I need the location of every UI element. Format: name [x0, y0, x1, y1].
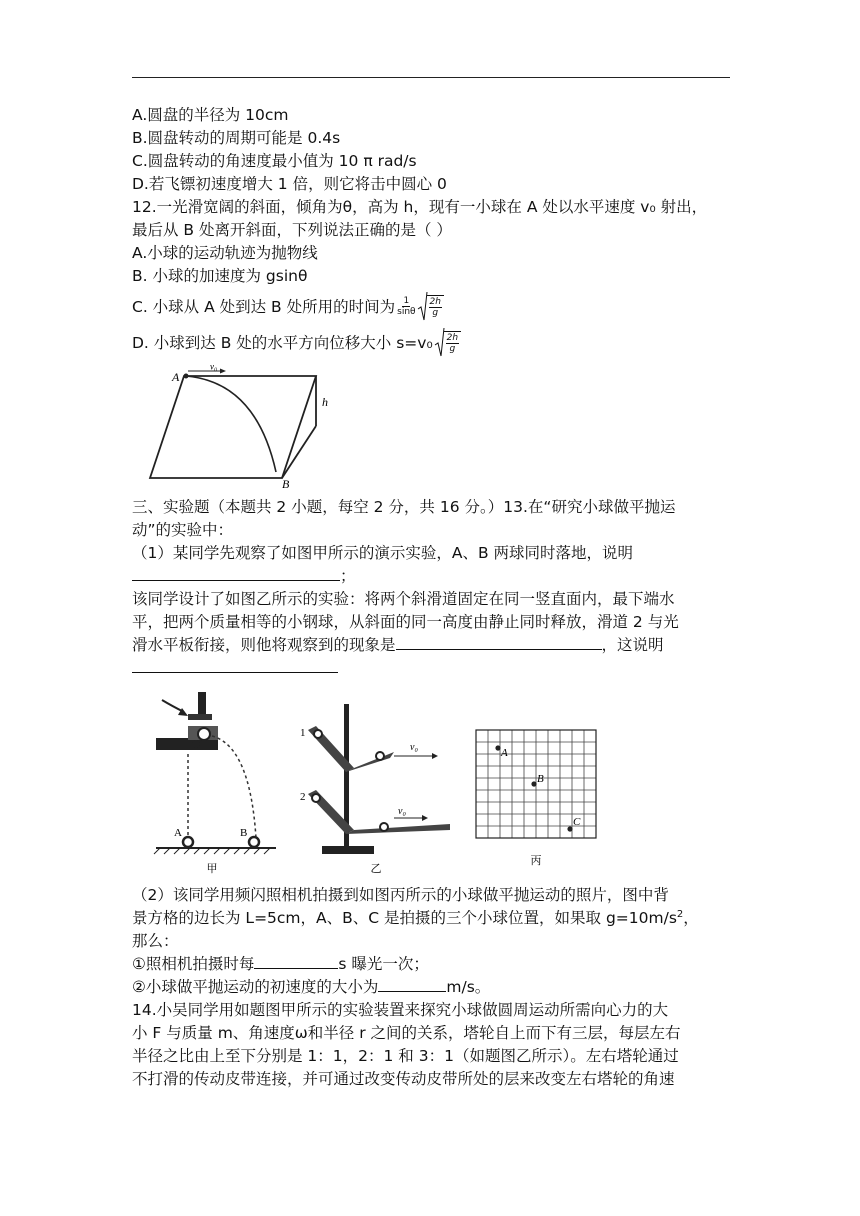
answer-blank-3[interactable] [132, 658, 338, 673]
q13-item-2-a: ②小球做平抛运动的初速度的大小为 [132, 978, 379, 996]
q13-part2-line3: 那么： [132, 932, 179, 950]
q12-option-b: B. 小球的加速度为 gsinθ [132, 267, 308, 285]
answer-blank-1[interactable] [132, 566, 340, 581]
point-a [495, 745, 500, 750]
q13-item-1-b: s 曝光一次； [338, 955, 429, 973]
q12-option-a: A.小球的运动轨迹为抛物线 [132, 244, 318, 262]
track-2-v0-label: v₀ [398, 806, 406, 817]
hammer [198, 692, 206, 714]
q12-d-sqrt [435, 327, 461, 357]
point-b [531, 781, 536, 786]
q13-part1-line2 [132, 565, 732, 588]
q13-part2-line2 [132, 907, 732, 930]
label-v0: v₀ [210, 361, 218, 372]
label-h: h [322, 395, 328, 409]
ball-b-start [198, 728, 210, 740]
jia-label-a: A [174, 827, 182, 839]
point-c [567, 826, 572, 831]
q13-part2-line1: （2）该同学用频闪照相机拍摄到如图丙所示的小球做平抛运动的照片，图中背 [132, 886, 669, 904]
q13-part1-line1: （1）某同学先观察了如图甲所示的演示实验，A、B 两球同时落地，说明 [132, 544, 634, 562]
q12-c-sqrt-num: 2h [429, 296, 441, 307]
track-1-v0-arrowhead [432, 753, 438, 759]
bing-label-b: B [537, 773, 544, 785]
track-2-v0-arrowhead [422, 815, 428, 821]
q12-c-frac-den: sinθ [397, 306, 416, 317]
q14-line3: 半径之比由上至下分别是 1：1，2：1 和 3：1（如题图乙所示）。左右塔轮通过 [132, 1047, 679, 1065]
track-2-flat [346, 824, 450, 834]
track-1-label: 1 [300, 727, 306, 739]
q13-part1-line5-a: 滑水平板衔接，则他将观察到的现象是 [132, 636, 396, 654]
section3-header-2: 动”的实验中： [132, 521, 234, 539]
q13-part1-line3: 该同学设计了如图乙所示的实验：将两个斜滑道固定在同一竖直面内，最下端水 [132, 590, 675, 608]
figure-bing [476, 730, 596, 867]
q14-line4: 不打滑的传动皮带连接，并可通过改变传动皮带所处的层来改变左右塔轮的角速 [132, 1070, 675, 1088]
figure-jia [154, 692, 276, 875]
incline-figure [136, 361, 336, 491]
jia-label-b: B [240, 827, 248, 839]
hammer-head [188, 714, 212, 720]
q12-c-radicand [427, 295, 444, 318]
q13-item-2-b: m/s。 [446, 978, 491, 996]
q12-c-fraction [397, 296, 415, 317]
q13-part2-line2-b: ， [683, 909, 699, 927]
track-2-ball-start [312, 794, 320, 802]
label-a: A [172, 370, 180, 384]
q13-part2-line2-a: 景方格的边长为 L=5cm，A、B、C 是拍摄的三个小球位置，如果取 g=10m/s [132, 909, 677, 927]
answer-blank-5[interactable] [378, 977, 446, 992]
section3-header-1: 三、实验题（本题共 2 小题，每空 2 分，共 16 分。）13.在“研究小球做平抛运 [132, 498, 676, 516]
ball-b-end [249, 837, 259, 847]
label-b: B [282, 477, 290, 491]
experiment-figures [132, 688, 732, 878]
q13-part1-line5 [132, 634, 732, 657]
hammer-arrow [162, 700, 184, 712]
answer-blank-4[interactable] [254, 954, 338, 969]
q13-part1-line6 [132, 657, 732, 680]
q12-option-c [132, 288, 732, 324]
caption-jia: 甲 [206, 862, 218, 875]
q12-d-radicand [444, 331, 461, 354]
q11-option-a: A.圆盘的半径为 10cm [132, 106, 289, 124]
q13-item-2 [132, 976, 732, 999]
bing-label-c: C [573, 816, 581, 828]
ball-a [184, 374, 189, 379]
track-1-v0-label: v₀ [410, 742, 418, 753]
q13-item-1 [132, 953, 732, 976]
q11-option-b: B.圆盘转动的周期可能是 0.4s [132, 129, 341, 147]
q12-d-sqrt-den: g [449, 343, 456, 354]
q12-c-sqrt-den: g [432, 307, 439, 318]
q13-item-1-a: ①照相机拍摄时每 [132, 955, 255, 973]
ball-a-start [192, 740, 200, 748]
caption-yi: 乙 [370, 862, 382, 875]
header-rule [132, 77, 730, 78]
q13-part1-line4: 平，把两个质量相等的小钢球，从斜面的同一高度由静止同时释放，滑道 2 与光 [132, 613, 679, 631]
v0-arrowhead [220, 369, 226, 374]
q12-option-d-text: D. 小球到达 B 处的水平方向位移大小 s=v₀ [132, 334, 433, 352]
track-2-ball [380, 823, 388, 831]
q13-part1-end: ； [340, 567, 356, 585]
q11-option-d: D.若飞镖初速度增大 1 倍，则它将击中圆心 0 [132, 175, 447, 193]
track-2-label: 2 [300, 791, 306, 803]
q12-option-d [132, 324, 732, 360]
stand-base [322, 846, 374, 854]
bing-label-a: A [501, 747, 508, 759]
q14-line2: 小 F 与质量 m、角速度ω和半径 r 之间的关系，塔轮自上而下有三层，每层左右 [132, 1024, 681, 1042]
q12-d-sqrt-num: 2h [446, 332, 459, 343]
track-1-ball-start [314, 730, 322, 738]
q12-stem-1: 12.一光滑宽阔的斜面，倾角为θ，高为 h，现有一小球在 A 处以水平速度 v₀ 射出， [132, 198, 708, 216]
q12-stem-2: 最后从 B 处离开斜面，下列说法正确的是（ ） [132, 221, 452, 239]
ball-a-end [183, 837, 193, 847]
track-1-flat [346, 752, 394, 772]
q13-part2-sup: 2 [676, 908, 684, 920]
q11-option-c: C.圆盘转动的角速度最小值为 10 π rad/s [132, 152, 417, 170]
figure-yi [300, 704, 450, 875]
q14-line1: 14.小吴同学用如题图甲所示的实验装置来探究小球做圆周运动所需向心力的大 [132, 1001, 669, 1019]
caption-bing: 丙 [530, 854, 542, 867]
projectile-path [212, 736, 256, 838]
q12-c-sqrt [418, 291, 444, 321]
ball-trajectory [186, 376, 276, 472]
track-1-ball [376, 752, 384, 760]
answer-blank-2[interactable] [396, 635, 602, 650]
q13-part1-line5-b: ，这说明 [601, 636, 664, 654]
q12-option-c-text: C. 小球从 A 处到达 B 处所用的时间为 [132, 298, 396, 316]
document-body [132, 104, 732, 1091]
q12-c-frac-num: 1 [403, 295, 410, 306]
